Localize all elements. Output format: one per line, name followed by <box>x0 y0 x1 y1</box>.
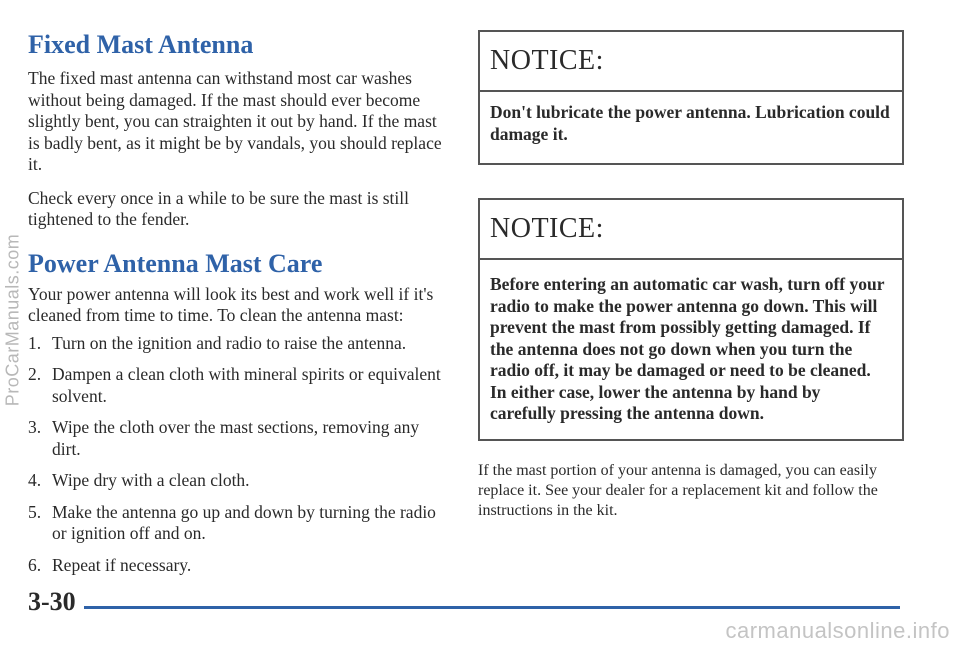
bottom-watermark: carmanualsonline.info <box>725 618 950 643</box>
notice-body: Don't lubricate the power antenna. Lubrication could damage it. <box>490 102 890 144</box>
step-number: 4. <box>28 470 42 490</box>
step-text: Dampen a clean cloth with mineral spirits or equivalent solvent. <box>52 364 441 406</box>
notice-box-car-wash <box>478 198 904 441</box>
list-item <box>28 555 448 577</box>
paragraph-replace-mast: If the mast portion of your antenna is damaged, you can easily replace it. See your dealer for a replacement kit and follow the instructions in the kit. <box>478 461 878 519</box>
step-text: Turn on the ignition and radio to raise the antenna. <box>52 332 407 353</box>
cleaning-steps-list <box>28 333 448 577</box>
notice-body: Before entering an automatic car wash, turn off your radio to make the power antenna go down. This will prevent the mast from possibly getting damaged. If the antenna does not go down when you turn the radio off, it may be damaged or need to be cleaned. In either case, lower the antenna by hand by carefully pressing the antenna down. <box>490 274 885 423</box>
notice-title: NOTICE: <box>480 32 902 92</box>
step-text: Make the antenna go up and down by turning the radio or ignition off and on. <box>52 501 436 543</box>
notice-box-lubrication <box>478 30 904 165</box>
notice-title: NOTICE: <box>480 200 902 260</box>
page-number: 3-30 <box>28 587 76 616</box>
step-number: 5. <box>28 501 42 522</box>
step-text: Wipe the cloth over the mast sections, removing any dirt. <box>52 417 420 459</box>
footer-rule <box>84 606 900 609</box>
section-heading-power-antenna: Power Antenna Mast Care <box>28 248 323 278</box>
list-item <box>28 502 448 545</box>
left-column <box>28 30 448 586</box>
paragraph-power-antenna-intro: Your power antenna will look its best and work well if it's cleaned from time to time. To clean the antenna mast: <box>28 283 434 325</box>
paragraph-check-mast: Check every once in a while to be sure the mast is still tightened to the fender. <box>28 187 410 229</box>
side-watermark <box>2 10 24 630</box>
section-heading-fixed-mast: Fixed Mast Antenna <box>28 30 254 59</box>
right-column <box>478 30 904 521</box>
paragraph-fixed-mast: The fixed mast antenna can withstand most car washes without being damaged. If the mast should ever become slightly bent, you can straighten it out by hand. If the mast is badly bent, as it might be by vandals, you should replace it. <box>28 68 442 174</box>
side-watermark-text: ProCarManuals.com <box>2 233 23 407</box>
step-number: 1. <box>28 332 42 353</box>
list-item <box>28 470 448 492</box>
step-number: 6. <box>28 554 42 575</box>
step-number: 3. <box>28 417 42 437</box>
list-item <box>28 417 448 460</box>
step-text: Repeat if necessary. <box>52 554 192 575</box>
list-item <box>28 333 448 355</box>
list-item <box>28 364 448 407</box>
step-text: Wipe dry with a clean cloth. <box>52 470 250 490</box>
step-number: 2. <box>28 364 42 384</box>
